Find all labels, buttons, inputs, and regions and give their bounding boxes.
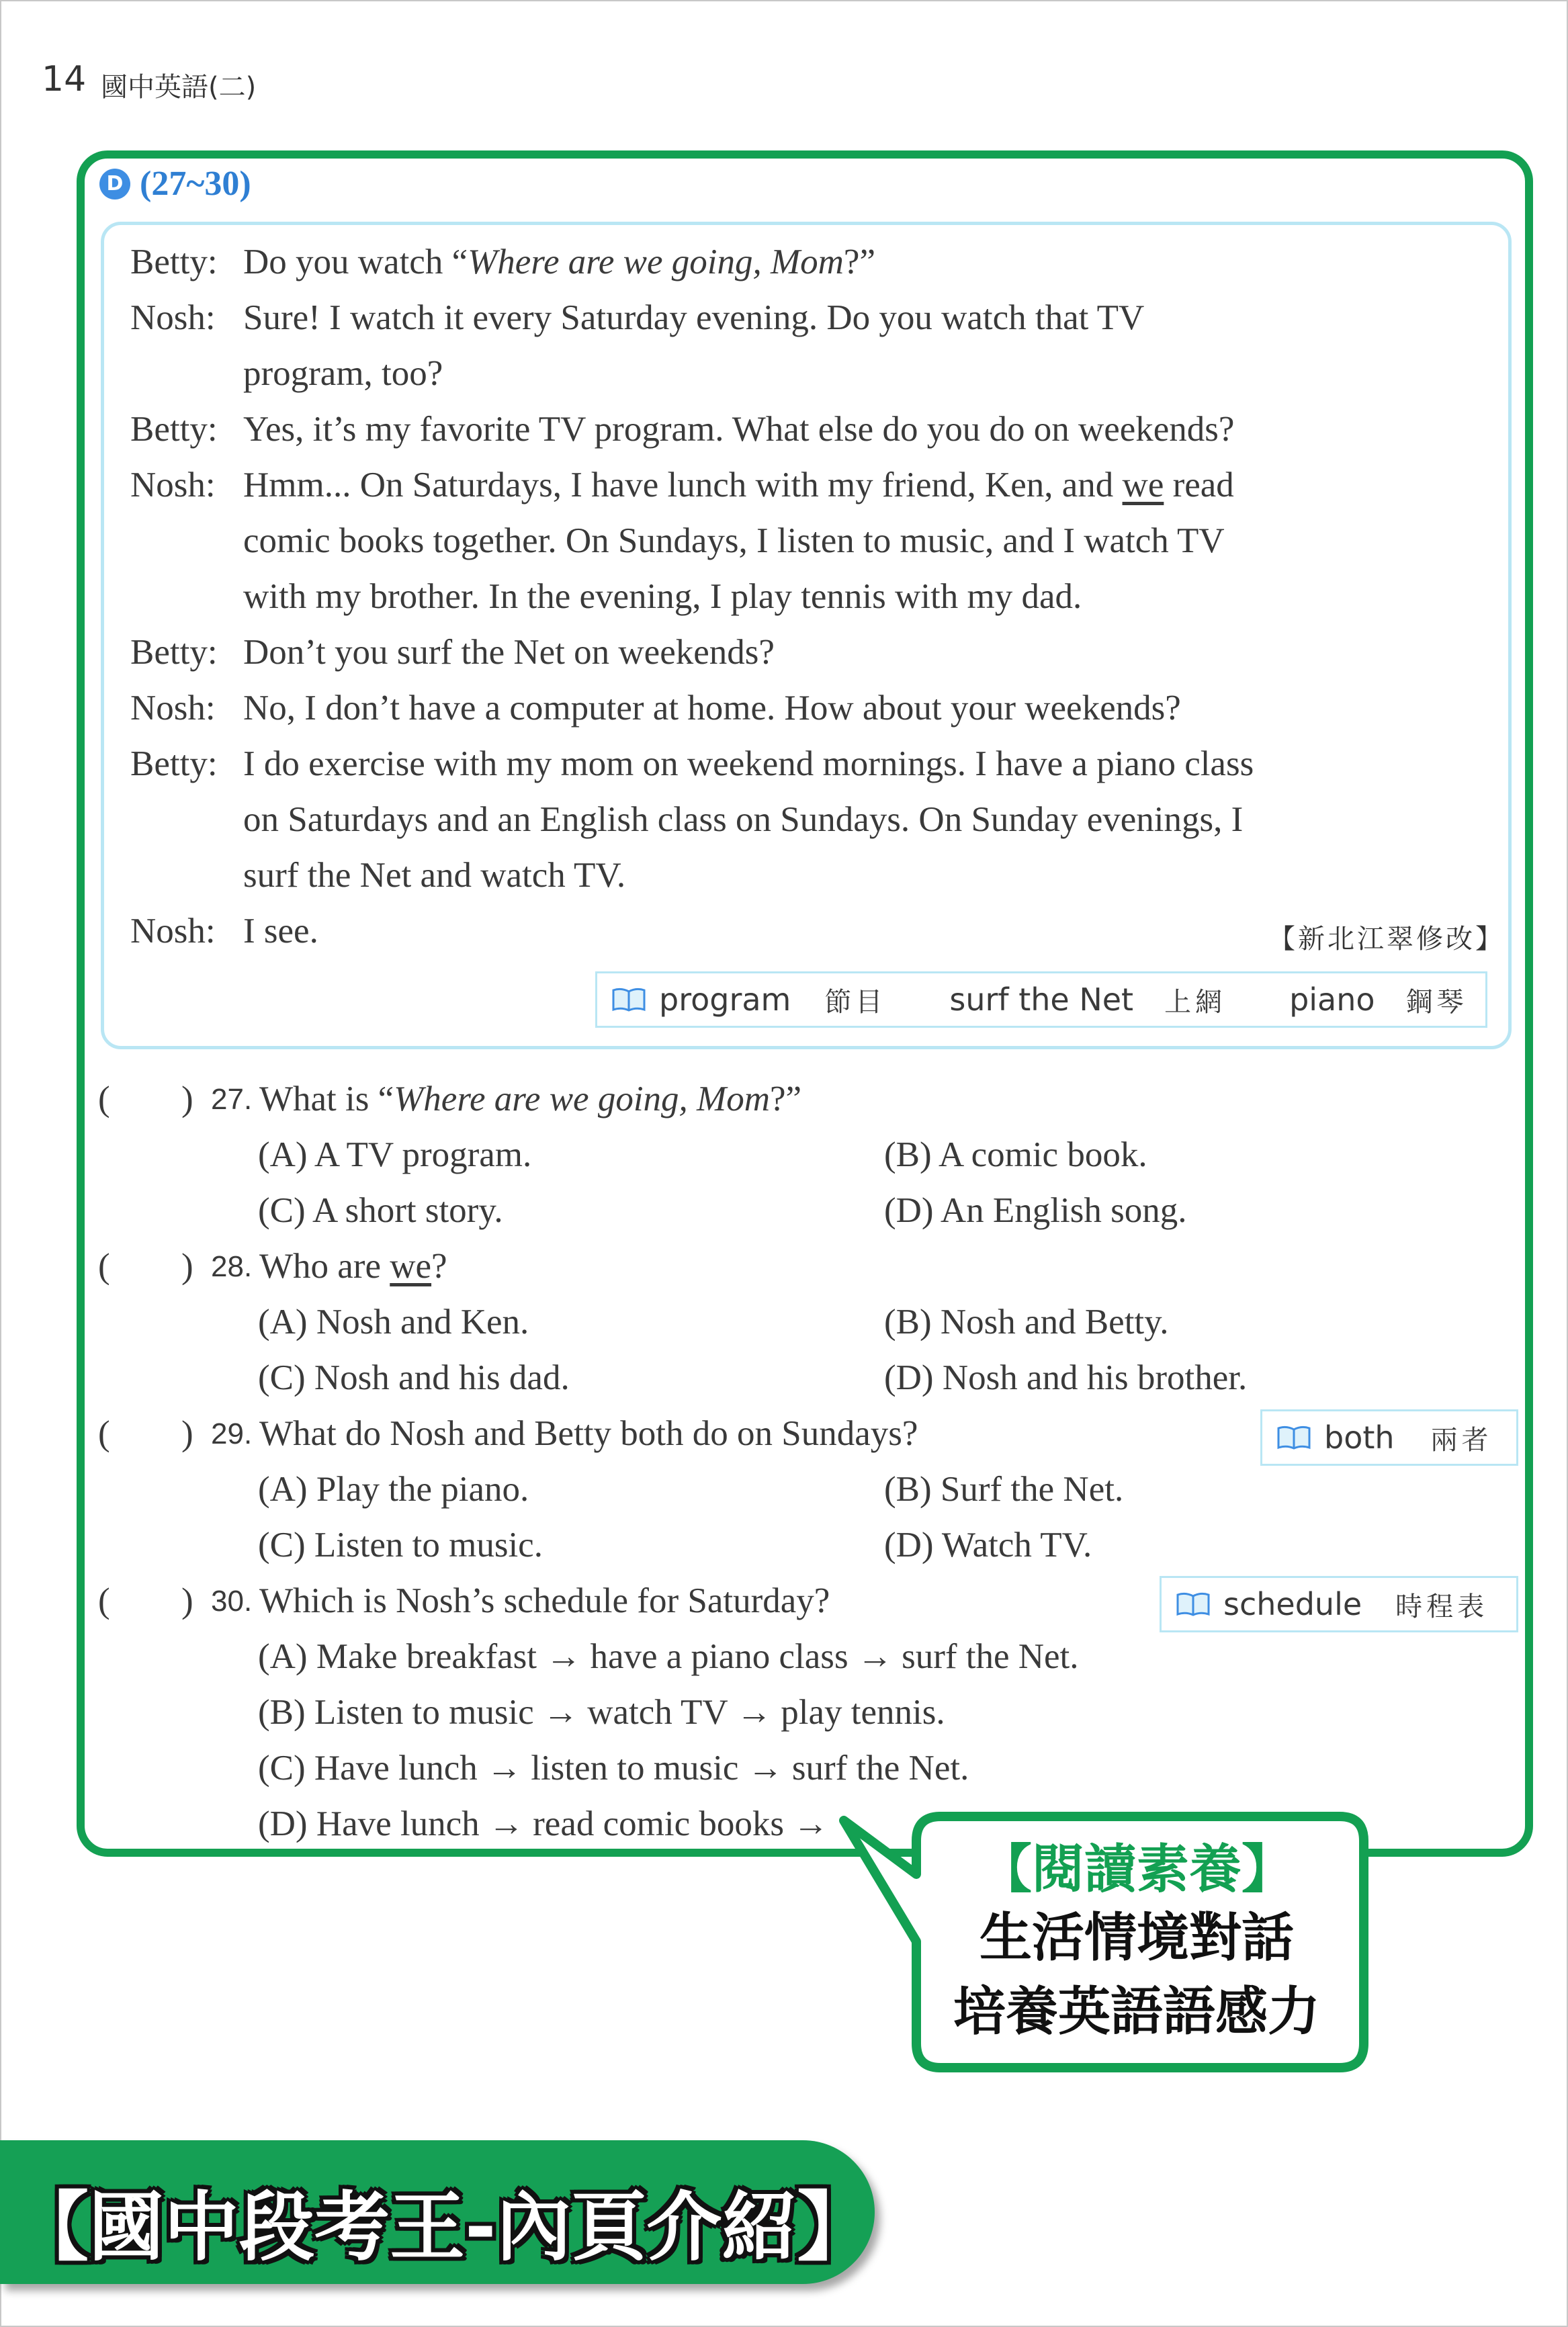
vocab-meaning: 時程表 bbox=[1395, 1591, 1489, 1622]
answer-paren-close: ) bbox=[181, 1414, 193, 1453]
option-d: (D) An English song. bbox=[884, 1191, 1187, 1230]
option-a: (A) Make breakfast → have a piano class → surf the Net. bbox=[258, 1637, 1079, 1676]
question-text: What is “Where are we going, Mom?” bbox=[259, 1080, 802, 1118]
answer-paren-open: ( bbox=[98, 1414, 110, 1453]
option-b: (B) Listen to music → watch TV → play tennis. bbox=[258, 1693, 945, 1732]
vocab-box bbox=[595, 971, 1487, 1028]
page-number: 14 bbox=[42, 59, 87, 99]
dialog-line: I see. bbox=[243, 912, 318, 951]
speaker-label: Betty: bbox=[130, 410, 218, 449]
vocab-box bbox=[1160, 1576, 1518, 1632]
question-number: 29. bbox=[211, 1417, 253, 1450]
source-note: 【新北江翠修改】 bbox=[1268, 924, 1505, 954]
book-title: 國中英語(二) bbox=[101, 72, 257, 103]
vocab-meaning: 兩者 bbox=[1430, 1424, 1493, 1456]
dialog-line: I do exercise with my mom on weekend mornings. I have a piano class bbox=[243, 744, 1254, 783]
option-b: (B) A comic book. bbox=[884, 1135, 1147, 1174]
vocab-meaning: 鋼琴 bbox=[1405, 986, 1468, 1018]
book-icon bbox=[1176, 1592, 1210, 1616]
underlined-word: we bbox=[390, 1247, 432, 1286]
vocab-word: both bbox=[1324, 1419, 1395, 1456]
option-b: (B) Nosh and Betty. bbox=[884, 1303, 1169, 1342]
option-c: (C) Have lunch → listen to music → surf the Net. bbox=[258, 1749, 969, 1788]
vocab-word: schedule bbox=[1223, 1586, 1362, 1622]
dialog-line: Yes, it’s my favorite TV program. What else do you do on weekends? bbox=[243, 410, 1235, 449]
callout-line: 培養英語語感力 bbox=[953, 1982, 1320, 2042]
question-text: Who are we? bbox=[259, 1247, 447, 1286]
vocab-meaning: 節目 bbox=[824, 986, 887, 1018]
book-icon bbox=[612, 987, 646, 1012]
answer-paren-close: ) bbox=[181, 1080, 193, 1118]
section-range: (27~30) bbox=[140, 165, 251, 203]
option-d: (D) Nosh and his brother. bbox=[884, 1358, 1248, 1397]
dialog-line: comic books together. On Sundays, I listen to music, and I watch TV bbox=[243, 521, 1225, 560]
answer-paren-close: ) bbox=[181, 1247, 193, 1286]
dialog-line: Don’t you surf the Net on weekends? bbox=[243, 633, 775, 672]
question-number: 28. bbox=[211, 1250, 253, 1283]
answer-paren-open: ( bbox=[98, 1247, 110, 1286]
section-badge: D bbox=[99, 169, 130, 200]
vocab-word: piano bbox=[1289, 981, 1375, 1018]
dialog-line: Sure! I watch it every Saturday evening. Do you watch that TV bbox=[243, 298, 1145, 337]
answer-paren-open: ( bbox=[98, 1080, 110, 1118]
book-icon bbox=[1277, 1425, 1311, 1450]
vocab-box bbox=[1260, 1409, 1518, 1466]
speaker-label: Betty: bbox=[130, 744, 218, 783]
speaker-label: Nosh: bbox=[130, 466, 216, 504]
dialog-line: surf the Net and watch TV. bbox=[243, 856, 626, 895]
question-text: What do Nosh and Betty both do on Sundays? bbox=[259, 1414, 918, 1453]
vocab-meaning: 上網 bbox=[1164, 986, 1227, 1018]
underlined-word: we bbox=[1122, 466, 1164, 504]
option-a: (A) Nosh and Ken. bbox=[258, 1303, 529, 1342]
callout-line: 生活情境對話 bbox=[979, 1908, 1294, 1968]
option-c: (C) A short story. bbox=[258, 1191, 503, 1230]
dialog-line: on Saturdays and an English class on Sundays. On Sunday evenings, I bbox=[243, 800, 1244, 839]
dialog-line: No, I don’t have a computer at home. How about your weekends? bbox=[243, 689, 1181, 728]
speaker-label: Nosh: bbox=[130, 689, 216, 728]
option-b: (B) Surf the Net. bbox=[884, 1470, 1124, 1509]
option-a: (A) A TV program. bbox=[258, 1135, 532, 1174]
option-d: (D) Watch TV. bbox=[884, 1526, 1092, 1565]
vocab-word: program bbox=[659, 981, 791, 1018]
callout-title: 【閱讀素養】 bbox=[979, 1839, 1294, 1900]
speaker-label: Betty: bbox=[130, 243, 218, 281]
dialog-line: Do you watch “Where are we going, Mom?” bbox=[243, 243, 875, 281]
section-heading bbox=[99, 164, 251, 204]
speaker-label: Nosh: bbox=[130, 298, 216, 337]
speaker-label: Nosh: bbox=[130, 912, 216, 951]
promo-banner-text: 【國中段考王-內頁介紹】 bbox=[13, 2184, 873, 2271]
vocab-word: surf the Net bbox=[949, 981, 1134, 1018]
option-c: (C) Nosh and his dad. bbox=[258, 1358, 570, 1397]
answer-paren-close: ) bbox=[181, 1581, 193, 1620]
dialog-line: with my brother. In the evening, I play tennis with my dad. bbox=[243, 577, 1082, 616]
option-d: (D) Have lunch → read comic books → bbox=[258, 1804, 829, 1843]
question-number: 27. bbox=[211, 1083, 253, 1116]
question-text: Which is Nosh’s schedule for Saturday? bbox=[259, 1581, 830, 1620]
answer-paren-open: ( bbox=[98, 1581, 110, 1620]
option-c: (C) Listen to music. bbox=[258, 1526, 543, 1565]
question-number: 30. bbox=[211, 1585, 253, 1618]
speaker-label: Betty: bbox=[130, 633, 218, 672]
option-a: (A) Play the piano. bbox=[258, 1470, 529, 1509]
dialog-line: program, too? bbox=[243, 354, 443, 393]
dialog-line: Hmm... On Saturdays, I have lunch with my friend, Ken, and we read bbox=[243, 466, 1234, 504]
